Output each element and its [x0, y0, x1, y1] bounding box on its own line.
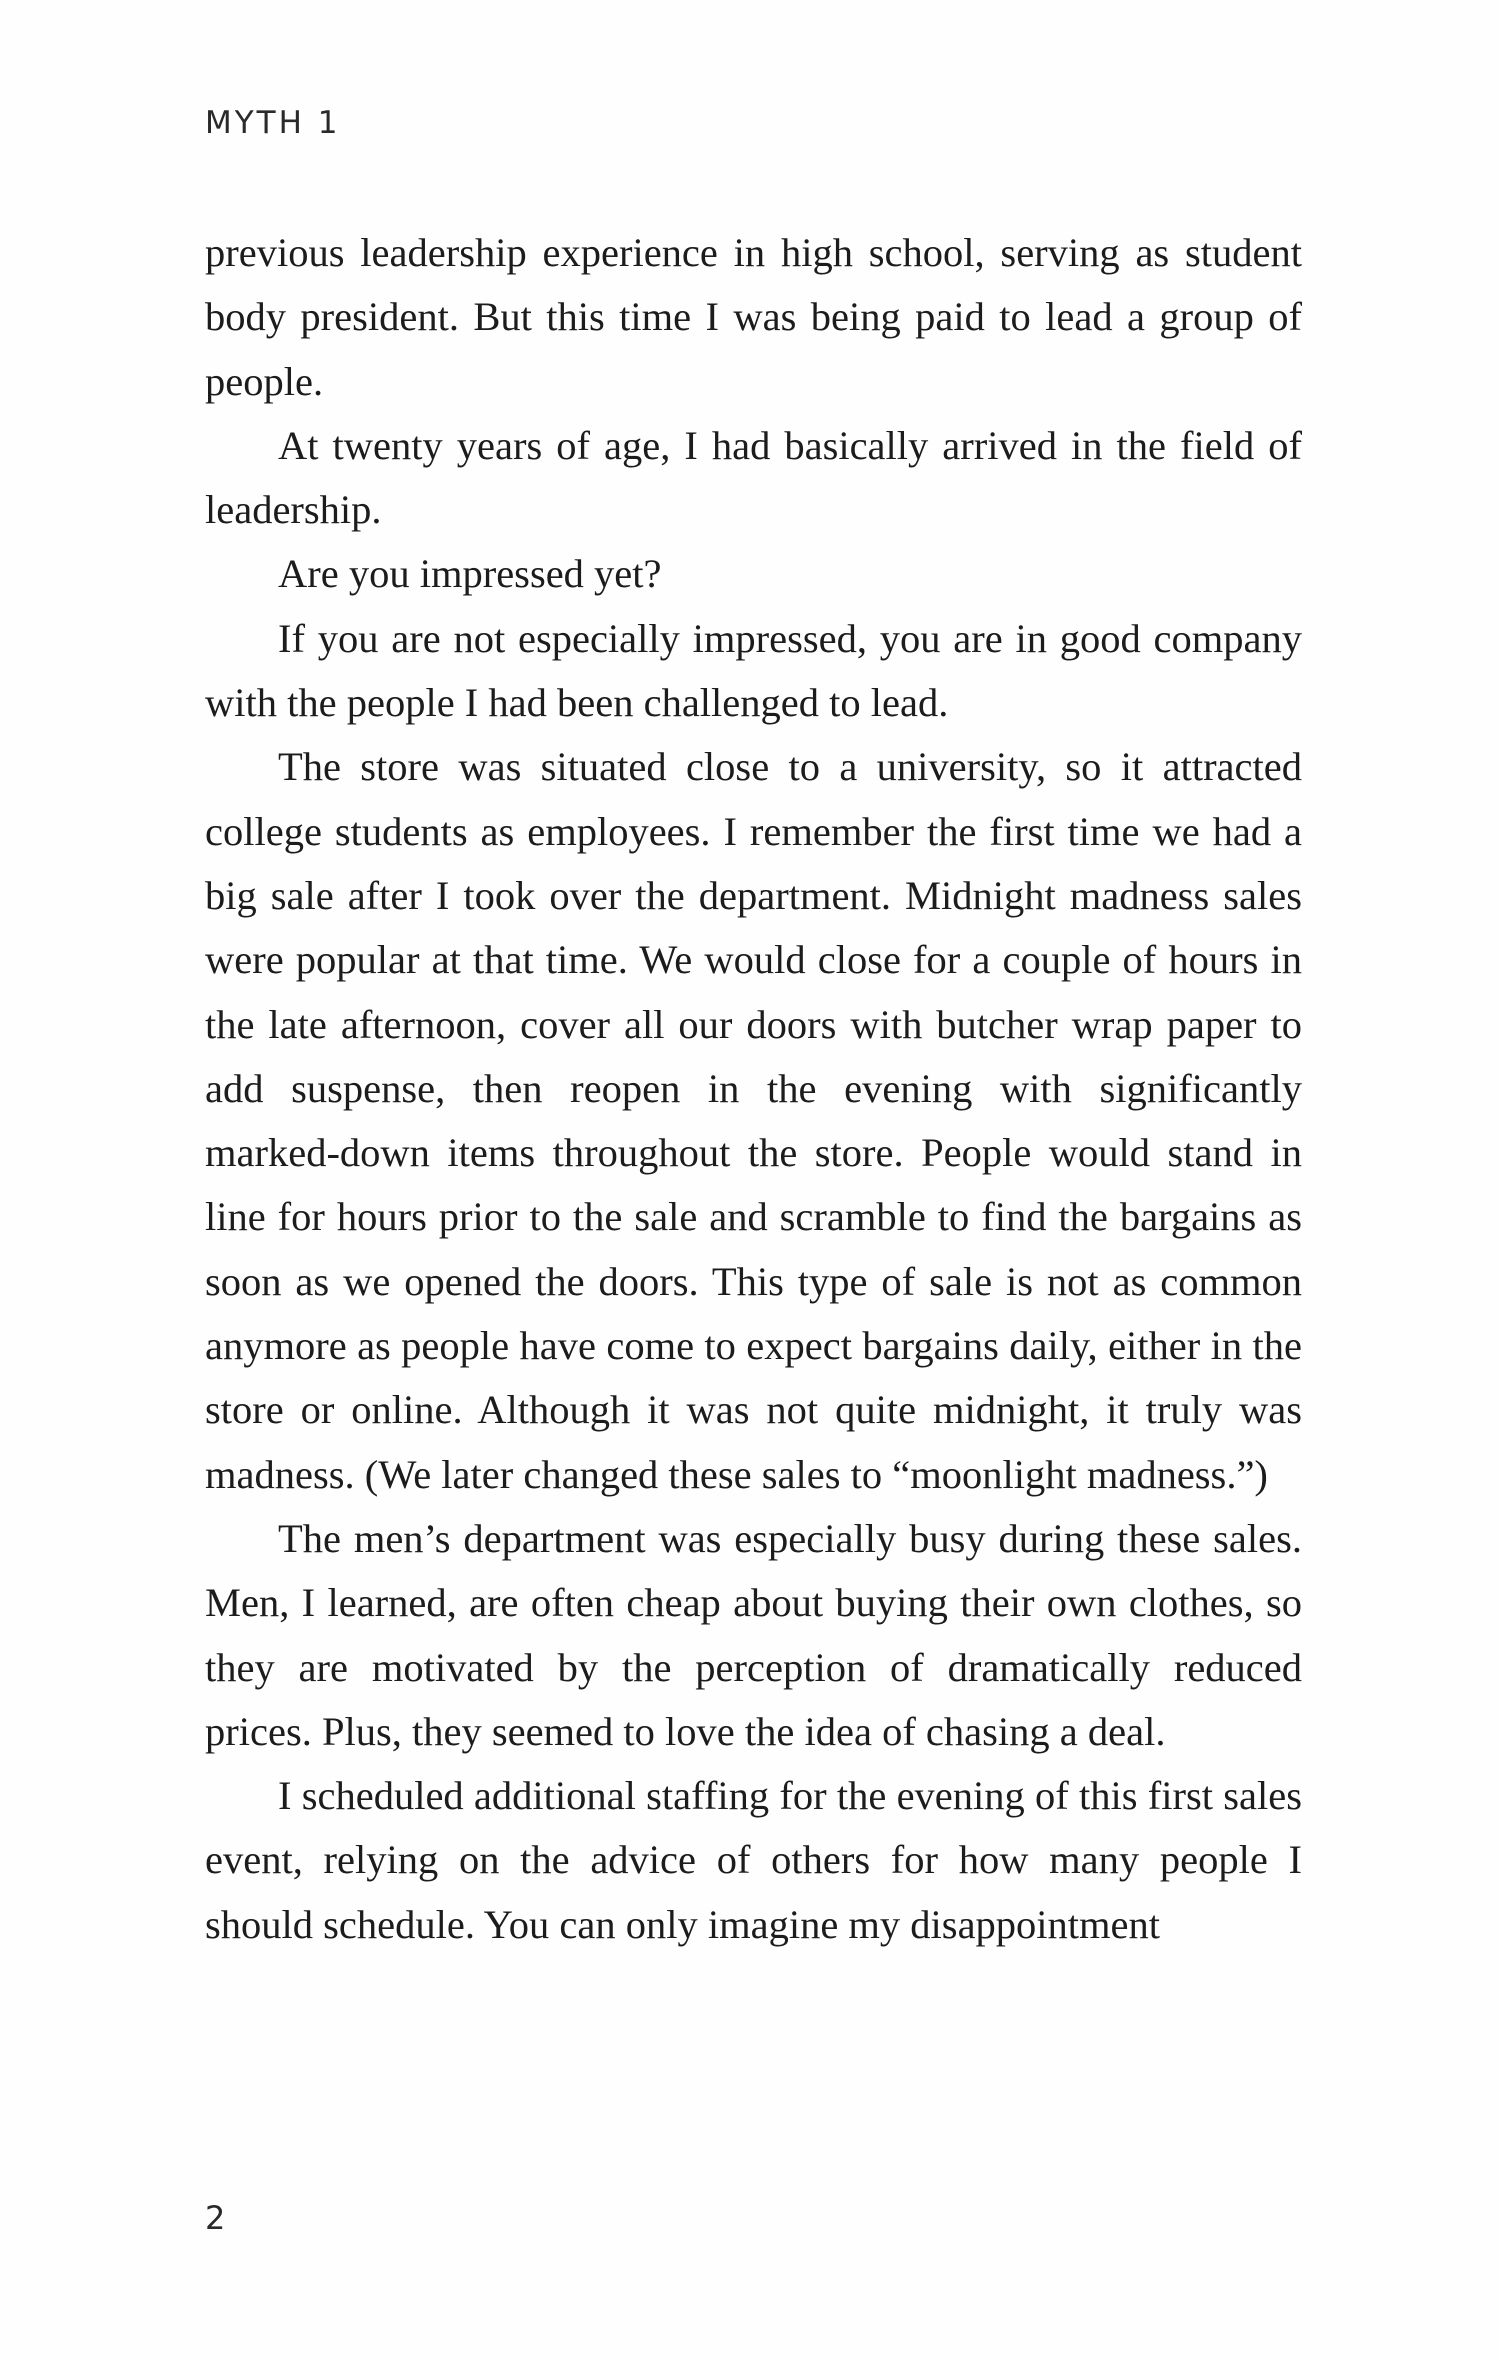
running-head: MYTH 1 — [205, 105, 341, 141]
paragraph: If you are not especially impressed, you are in good company with the people I had been challenged to lead. — [205, 615, 1302, 726]
paragraph: I scheduled additional staffing for the evening of this first sales event, relying on the advice of others for how many people I should schedule. You can only imagine my disappointment — [205, 1773, 1302, 1947]
paragraph: previous leadership experience in high school, serving as student body president. But this time I was being paid to lead a group of people. — [205, 230, 1302, 404]
paragraph: The men’s department was especially busy during these sales. Men, I learned, are often cheap about buying their own clothes, so they are motivated by the perception of dramatically reduced prices. Plus, they seemed to love the idea of chasing a deal. — [205, 1515, 1302, 1754]
body-text — [205, 221, 1302, 1957]
paragraph: At twenty years of age, I had basically arrived in the field of leadership. — [205, 422, 1302, 533]
page-number: 2 — [205, 2199, 226, 2237]
paragraph: Are you impressed yet? — [278, 551, 662, 597]
paragraph: The store was situated close to a university, so it attracted college students as employees. I remember the first time we had a big sale after I took over the department. Midnight madness sales were popular at that time. We would close for a couple of hours in the late afternoon, cover all our doors with butcher wrap paper to add suspense, then reopen in the evening with significantly marked-down items throughout the store. People would stand in line for hours prior to the sale and scramble to find the bargains as soon as we opened the doors. This type of sale is not as common anymore as people have come to expect bargains daily, either in the store or online. Although it was not quite midnight, it truly was madness. (We later changed these sales to “moonlight madness.”) — [205, 744, 1302, 1497]
